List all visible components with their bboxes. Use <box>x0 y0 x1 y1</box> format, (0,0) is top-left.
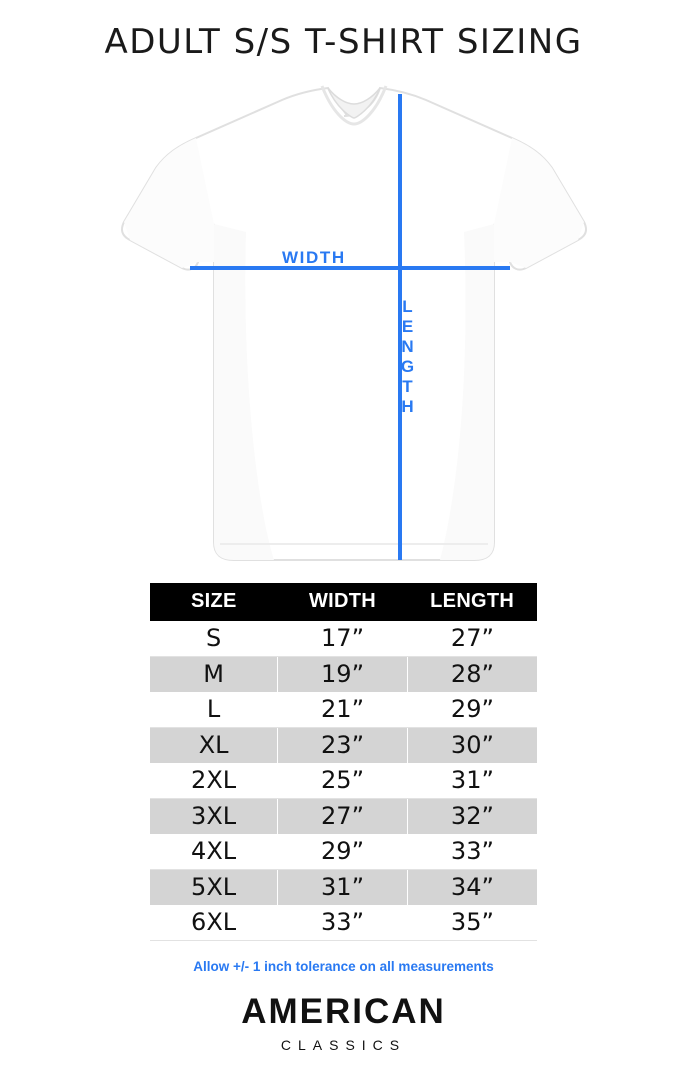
brand-subtitle: CLASSICS <box>280 1037 407 1053</box>
cell-length: 30” <box>407 728 537 764</box>
cell-size: 5XL <box>150 870 278 906</box>
cell-size: M <box>150 657 278 693</box>
cell-width: 29” <box>278 834 408 870</box>
length-label: LENGTH <box>398 297 417 417</box>
cell-width: 21” <box>278 692 408 728</box>
cell-length: 34” <box>407 870 537 906</box>
table-row <box>150 905 537 941</box>
size-table <box>150 583 537 941</box>
table-row <box>150 621 537 657</box>
cell-length: 29” <box>407 692 537 728</box>
header-width: WIDTH <box>278 583 408 621</box>
table-row <box>150 692 537 728</box>
brand-logo <box>0 992 687 1053</box>
cell-length: 27” <box>407 621 537 657</box>
cell-size: 2XL <box>150 763 278 799</box>
cell-size: 6XL <box>150 905 278 941</box>
cell-width: 25” <box>278 763 408 799</box>
table-row <box>150 728 537 764</box>
width-label: WIDTH <box>282 248 346 267</box>
table-row <box>150 657 537 693</box>
size-table-body <box>150 621 537 941</box>
table-row <box>150 870 537 906</box>
cell-size: XL <box>150 728 278 764</box>
cell-width: 33” <box>278 905 408 941</box>
page-title: ADULT S/S T-SHIRT SIZING <box>104 22 583 62</box>
table-row <box>150 763 537 799</box>
table-row <box>150 799 537 835</box>
cell-size: 3XL <box>150 799 278 835</box>
tolerance-note: Allow +/- 1 inch tolerance on all measurements <box>193 959 494 974</box>
cell-width: 19” <box>278 657 408 693</box>
size-table-head <box>150 583 537 621</box>
header-length: LENGTH <box>407 583 537 621</box>
cell-width: 17” <box>278 621 408 657</box>
cell-width: 27” <box>278 799 408 835</box>
header-size: SIZE <box>150 583 278 621</box>
tshirt-illustration <box>60 72 627 572</box>
cell-width: 23” <box>278 728 408 764</box>
shirt-diagram <box>60 72 627 572</box>
cell-length: 33” <box>407 834 537 870</box>
cell-length: 31” <box>407 763 537 799</box>
table-header-row <box>150 583 537 621</box>
table-row <box>150 834 537 870</box>
size-table-container <box>150 583 537 941</box>
cell-width: 31” <box>278 870 408 906</box>
cell-length: 35” <box>407 905 537 941</box>
brand-name: AMERICAN <box>241 992 446 1031</box>
cell-size: 4XL <box>150 834 278 870</box>
cell-length: 32” <box>407 799 537 835</box>
cell-size: L <box>150 692 278 728</box>
cell-size: S <box>150 621 278 657</box>
cell-length: 28” <box>407 657 537 693</box>
